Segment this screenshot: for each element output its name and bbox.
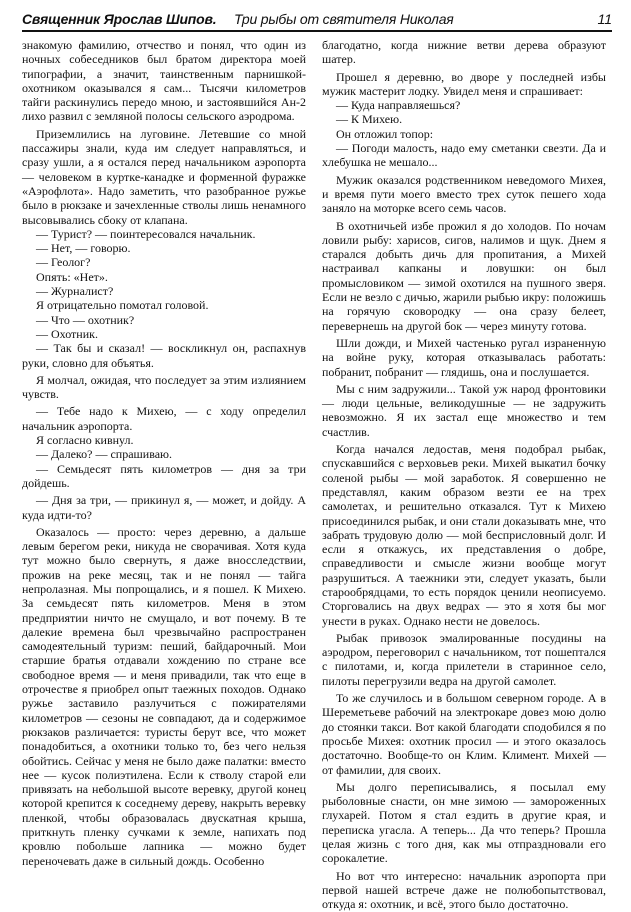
paragraph: — Семьдесят пять километров — дня за три дойдешь.: [22, 461, 306, 490]
paragraph: — Что — охотник?: [36, 312, 135, 327]
paragraph: Мы долго переписывались, я посылал ему рыболовные снасти, он мне зимою — замороженных глухарей. Потом я стал ездить в другие края, и переписка угасла. А теперь... Да что теперь? Прошла целая жизнь с того дня, как мы отпраздновали его сорокалетие.: [322, 779, 606, 866]
paragraph: Опять: «Нет».: [36, 269, 108, 284]
paragraph: Приземлились на луговине. Летевшие со мной пассажиры знали, куда им следует направляться, и сразу ушли, а я остался перед начальником аэропорта — человеком в куртке-канадке и форменной фуражке «Аэрофлота». Надо заметить, что разобранное ружье было в рюкзаке и зачехленные стволы лишь ненамного высовывались сбоку от клапана.: [22, 126, 306, 227]
paragraph: — Журналист?: [36, 284, 114, 299]
header-author: Священник Ярослав Шипов.: [22, 11, 217, 27]
header-title: Три рыбы от святителя Николая: [234, 11, 454, 27]
paragraph: Мы с ним задружили... Такой уж народ фронтовики — люди цельные, великодушные — не задружить невозможно. Я их застал еще множество и тем счастлив.: [322, 381, 606, 439]
paragraph: То же случилось и в большом северном городе. А в Шереметьеве рабочий на электрокаре довез мою долю до стоянки такси. Вот какой благодати сподобился я по просьбе Михея: охотник просил — и этого оказалось достаточно. Вообще-то он Клим. Климент. Михей — от фамилии, для своих.: [322, 691, 606, 777]
paragraph: Я согласно кивнул.: [36, 433, 134, 448]
paragraph: — Геолог?: [36, 255, 91, 270]
paragraph: Мужик оказался родственником неведомого Михея, и время пути моего вместо трех суток пешего хода заняло на моторке всего семь часов.: [322, 172, 606, 216]
paragraph: — Тебе надо к Михею, — с ходу определил начальник аэропорта.: [22, 404, 306, 433]
paragraph: — Дня за три, — прикинул я, — может, и дойду. А куда идти-то?: [22, 493, 306, 522]
paragraph: В охотничьей избе прожил я до холодов. По ночам ловили рыбу: харисов, сигов, налимов и щук. Днем я старался добыть дичь для пропитания, а Михей настраивал капканы и ловушки: он был промысловиком — зимой охотился на пушного зверя. Если не везло с дичью, жарили рыбью икру: положишь на горячую сковородку — она сразу белеет, перевернешь на другой бок — через минуту готова.: [322, 218, 606, 333]
paragraph: знакомую фамилию, отчество и понял, что один из ночных собеседников был братом директора моей типографии, а значит, таинственным парнишкой-охотником оказывался я сам... Тысячи километров тайги раскинулись передо мною, и застоявшийся Ан-2 лихо развил с земляной полосы сельского аэродрома.: [22, 38, 306, 124]
header-rule: [22, 30, 612, 32]
paragraph: — Погоди малость, надо ему сметанки свезти. Да и хлебушка не мешало...: [322, 141, 606, 170]
paragraph: — Охотник.: [36, 326, 98, 341]
paragraph: — Куда направляешься?: [336, 98, 461, 113]
paragraph: Я молчал, ожидая, что последует за этим излиянием чувств.: [22, 372, 306, 402]
left-column: [22, 38, 306, 868]
paragraph: — Турист? — поинтересовался начальник.: [36, 226, 256, 241]
paragraph: Когда начался ледостав, меня подобрал рыбак, спускавшийся с верховьев реки. Михей выкатил бочку соленой рыбы — мой заработок. Я совершенно не представлял, каким образом везти ее на трех самолетах, и решительно отказался. Тут к Михею присоединился рыбак, и они стали доказывать мне, что забрать трудовую долю — мой бесприсловный долг. И если я откажусь, их представления о добре, справедливости и смысле жизни вообще могут разрушиться. А таежники эти, следует указать, были старообрядцами, то есть порядок ценили неописуемо. Сторговались на двух ведрах — это я хотя бы мог унести в руках. Однако нести не довелось.: [322, 442, 606, 628]
paragraph: — Далеко? — спрашиваю.: [36, 447, 173, 462]
running-header: [22, 8, 612, 34]
paragraph: Оказалось — просто: через деревню, а дальше левым берегом реки, никуда не сворачивая. Хотя куда тут можно было свернуть, я даже вносследствии, прожив на реке месяц, так и не понял — тайга непролазная. Мы попрощались, и я пошел. К Михею. За семьдесят пять километров. Меня в этом предприятии ничто не смущало, и вот почему. В те далекие времена был чрезвычайно распространен самодеятельный туризм: пеший, байдарочный. Мои старшие братья отдавали хождению по стране все свободное время — и меня привадили, так что еще в отрочестве я приобрел опыт таежных походов. Однако ружье заставило разлучиться с пожирателями километров — сезоны не совпадают, да и содержимое рюкзаков различается: туристы берут все, что может понадобиться, а охотники только то, без чего нельзя обойтись. Сейчас у меня не было даже палатки: вместо нее — кусок полиэтилена. Если к стволу старой ели привязать на небольшой высоте веревку, другой конец которой крепится к соседнему дереву, накрыть веревку пленкой, чтобы образовалась двускатная крыша, приткнуть пленку сучками к земле, напихать под кровлю побольше лапника — можно будет переночевать даже в сильный дождь. Особенно: [22, 524, 306, 868]
paragraph: — Нет, — говорю.: [36, 241, 131, 256]
paragraph: Рыбак привозок эмалированные посудины на аэродром, переговорил с начальником, тот пошептался с пилотами, и, когда прилетели в старинное село, пилоты перегрузили ведра на другой самолет.: [322, 630, 606, 688]
paragraph: — К Михею.: [336, 112, 403, 127]
paragraph: Он отложил топор:: [336, 126, 434, 141]
paragraph: Прошел я деревню, во дворе у последней избы мужик мастерит лодку. Увидел меня и спрашивает:: [322, 69, 606, 98]
paragraph: Но вот что интересно: начальник аэропорта при первой нашей встрече даже не полюбопытствовал, откуда я: охотник, и всё, этого было достаточно.: [322, 868, 606, 912]
paragraph: Я отрицательно помотал головой.: [36, 298, 209, 313]
paragraph: — Так бы и сказал! — воскликнул он, распахнув руки, словно для объятья.: [22, 341, 306, 370]
paragraph: благодатно, когда нижние ветви дерева образуют шатер.: [322, 38, 606, 67]
paragraph: Шли дожди, и Михей частенько ругал израненную на войне руку, которая отказывалась работать: побранит, побранит — глядишь, она и послушается.: [322, 335, 606, 379]
page-number: 11: [597, 11, 612, 27]
right-column: [322, 38, 606, 912]
